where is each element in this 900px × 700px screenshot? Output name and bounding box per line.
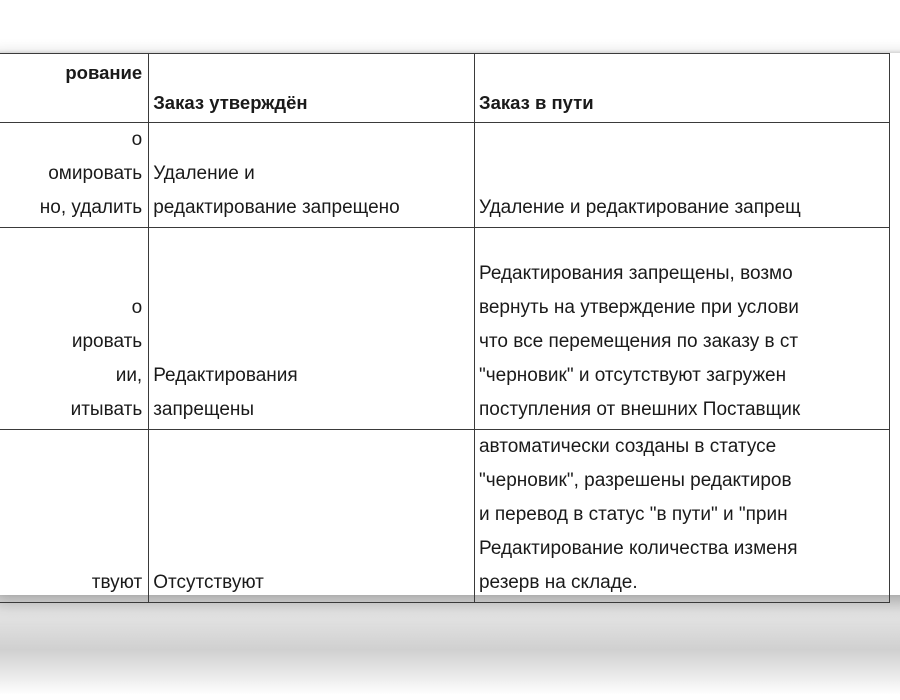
table-cell: Удаление и редактирование запрещ (474, 123, 889, 228)
table-cell: Редактирования запрещены, возмо вернуть на утверждение при услови что все перемещения по заказу в ст "черновик" и отсутствуют загружен поступления от внешних Поставщик (474, 228, 889, 430)
order-status-table (0, 53, 890, 603)
table-cell: Удаление и редактирование запрещено (149, 123, 475, 228)
table-cell: Редактирования запрещены (149, 228, 475, 430)
table-row (0, 123, 890, 228)
header-cell-order-in-transit: Заказ в пути (474, 54, 889, 123)
table-row (0, 430, 890, 603)
table-row (0, 228, 890, 430)
header-cell-col-a: рование (0, 54, 149, 123)
table-cell: твуют (0, 430, 149, 603)
table-cell: автоматически созданы в статусе "черновик", разрешены редактиров и перевод в статус "в пути" и "прин Редактирование количества изменя резерв на складе. (474, 430, 889, 603)
table-cell: о ировать ии, итывать (0, 228, 149, 430)
table-cell: Отсутствуют (149, 430, 475, 603)
table-header-row (0, 54, 890, 123)
table-cell: о омировать но, удалить (0, 123, 149, 228)
header-cell-order-approved: Заказ утверждён (149, 54, 475, 123)
